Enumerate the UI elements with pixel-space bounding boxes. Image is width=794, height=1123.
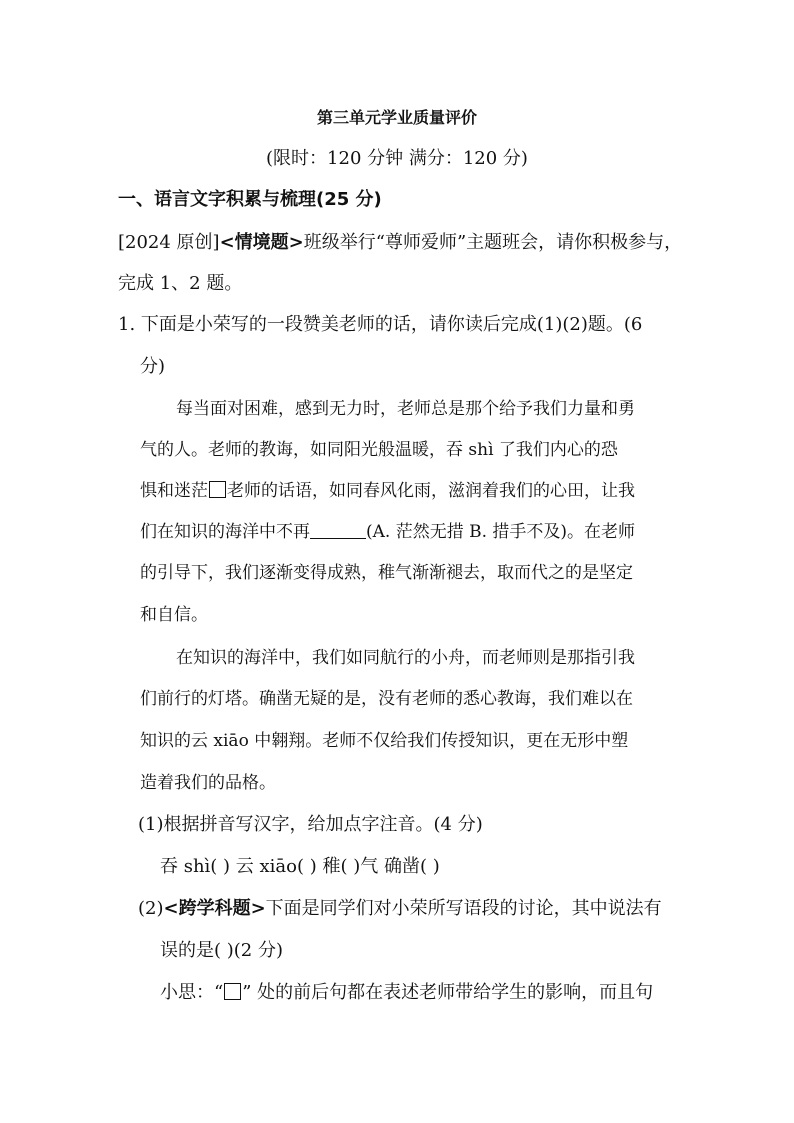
question-1-line-1: 1. 下面是小荣写的一段赞美老师的话，请你读后完成(1)(2)题。(6 <box>118 314 643 335</box>
question-1-line-2: 分) <box>140 356 166 377</box>
passage-line: 们在知识的海洋中不再 (A. 茫然无措 B. 措手不及)。在老师 <box>140 522 636 542</box>
passage-line: 们前行的灯塔。确凿无疑的是，没有老师的悉心教诲，我们难以在 <box>140 689 633 709</box>
sub-question-1-items: 吞 shì( ) 云 xiāo( ) 稚( )气 确凿( ) <box>160 856 440 877</box>
page-title: 第三单元学业质量评价 <box>316 108 477 127</box>
section-intro-line-1 <box>118 231 682 255</box>
scenario-tag: <情境题> <box>219 232 304 253</box>
passage-line: 在知识的海洋中，我们如同航行的小舟，而老师则是那指引我 <box>176 648 635 668</box>
intro-text: 班级举行“尊师爱师”主题班会，请你积极参与， <box>303 232 683 253</box>
passage-line: 气的人。老师的教诲，如同阳光般温暖，吞 shì 了我们内心的恐 <box>140 440 618 460</box>
passage-line: 知识的云 xiāo 中翱翔。老师不仅给我们传授知识，更在无形中塑 <box>140 731 629 751</box>
discussion-xiaosi: 小思：“ ” 处的前后句都在表述老师带给学生的影响，而且句 <box>160 982 654 1003</box>
passage-line: 惧和迷茫 老师的话语，如同春风化雨，滋润着我们的心田，让我 <box>140 481 635 501</box>
passage-line: 的引导下，我们逐渐变得成熟，稚气渐渐褪去，取而代之的是坚定 <box>140 563 633 583</box>
source-label: [2024 原创] <box>118 232 220 253</box>
section-intro-line-2: 完成 1、2 题。 <box>118 273 243 294</box>
sub-question-1-prompt: (1)根据拼音写汉字，给加点字注音。(4 分) <box>138 814 483 835</box>
sub-question-2-line-1: (2)<跨学科题>下面是同学们对小荣所写语段的讨论，其中说法有 <box>138 898 662 919</box>
interdisciplinary-tag: <跨学科题> <box>163 898 266 919</box>
fill-in-blank <box>310 520 366 539</box>
punctuation-blank-box <box>224 983 241 1000</box>
passage-line: 造着我们的品格。 <box>140 773 276 793</box>
passage-line: 和自信。 <box>140 605 208 625</box>
sub-question-2-line-2: 误的是( )(2 分) <box>160 940 283 961</box>
passage-line: 每当面对困难，感到无力时，老师总是那个给予我们力量和勇 <box>176 399 635 419</box>
section-heading: 一、语言文字积累与梳理(25 分) <box>118 189 382 210</box>
punctuation-blank-box <box>209 481 226 498</box>
time-score-info: (限时：120 分钟 满分：120 分) <box>266 148 528 169</box>
